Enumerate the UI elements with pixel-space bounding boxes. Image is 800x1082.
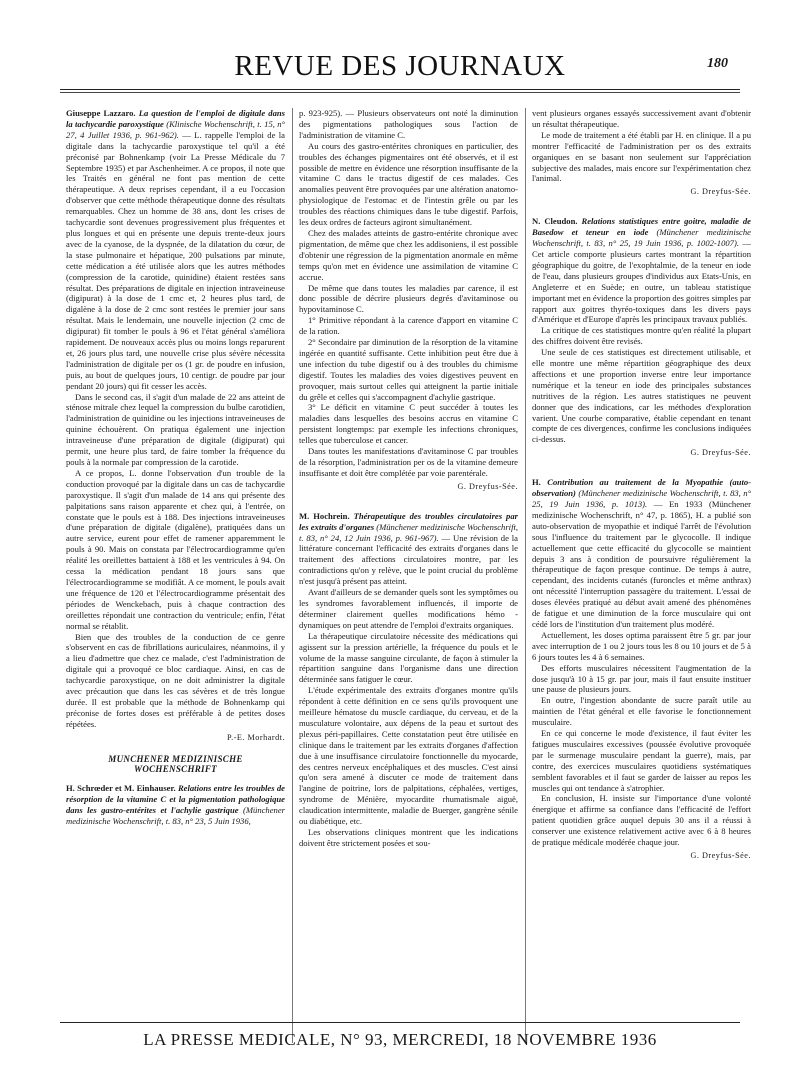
article-title: Contribution au traitement de la Myopathie (auto-observation): [532, 477, 751, 499]
paragraph: L'étude expérimentale des extraits d'organes montre qu'ils répondent à cette définition en ce sens qu'ils provoquent une meilleure hématose du muscle cardiaque, du cerveau, et de la musculature volontaire, aux dépens de la peau et surtout des plexus péri-papillaires. Cette constatation peut être utilisée en clinique dans le traitement par les extraits d'organes d'affection due à une insuffisance circulatoire fonctionnelle du myocarde, des centres nerveux encéphaliques et des muscles. C'est ainsi qu'on sera amené à discuter ce mode de traitement dans l'angine de poitrine, lors de palpitations, céphalées, vertiges, syndrome de Ménière, myocardite rhumatismale aiguë, claudication intermittente, maladie de Buerger, gangrène sénile ou diabétique, etc.: [299, 685, 518, 827]
section-heading: MUNCHENER MEDIZINISCHE WOCHENSCHRIFT: [108, 753, 243, 775]
signature: P.-E. Morhardt.: [227, 732, 285, 742]
article-author: H.: [532, 477, 541, 488]
paragraph: 1° Primitive répondant à la carence d'apport en vitamine C de la ration.: [299, 315, 518, 337]
paragraph: p. 923-925). — Plusieurs observateurs ont noté la diminution des pigmentations pathologiques sous l'action de l'administration de vitamine C.: [299, 108, 518, 140]
column-2: [292, 108, 518, 1043]
paragraph: La critique de ces statistiques montre qu'en réalité la plupart des chiffres doivent être revisés.: [532, 325, 751, 347]
article-source: (Münchener medizinische Wochenschrift, t. 83, n° 25, 19 Juin 1936, p. 1013).: [532, 488, 751, 509]
article-lazzaro-heading: [66, 108, 285, 392]
signature: G. Dreyfus-Sée.: [690, 448, 751, 458]
article-schroeder-heading: [66, 783, 285, 827]
article-author: Giuseppe Lazzaro.: [66, 108, 136, 118]
footer-text: LA PRESSE MEDICALE, N° 93, MERCREDI, 18 NOVEMBRE 1936: [143, 1030, 657, 1049]
article-author: M. Hochrein.: [299, 510, 350, 521]
paragraph: Avant d'ailleurs de se demander quels sont les symptômes ou les syndromes favorablement influencés, il importe de déterminer clairement quelles modifications hémo - dynamiques on peut attendre de l'emploi d'extraits organiques.: [299, 587, 518, 630]
column-3: [525, 108, 751, 1043]
paragraph: Des efforts musculaires nécessitent l'augmentation de la dose jusqu'à 10 à 15 gr. par jour, mais il faut ensuite instituer une pause de plusieurs jours.: [532, 662, 751, 695]
paragraph: — En 1933 (Münchener medizinische Wochenschrift, n° 47, p. 1865), H. a publié son auto-observation de myopathie et indiqué l'arrêt de l'évolution sous l'influence du traitement par le glycocolle. Il indique actuellement que cette efficacité du glycocolle se maintient depuis 3 ans à condition de poursuivre régulièrement la thérapeutique de façon presque continue. De temps à autre, cependant, des incidents cutanés (furoncles et même anthrax) ont nécessité l'interruption passagère du traitement. L'essai de doses élevées pratiqué au début avait amené des phénomènes de fatigue et une diminution de la force musculaire qui ont cédé lors de l'institution d'un traitement plus modéré.: [532, 499, 751, 629]
paragraph: — Une révision de la littérature concernant l'efficacité des extraits d'organes dans le traitement des affections circulatoires montre, par les contradictions qu'on y relève, que le point crucial du problème n'est jusqu'à présent pas atteint.: [299, 532, 518, 587]
paragraph: 2° Secondaire par diminution de la résorption de la vitamine ingérée en quantité suffisante. Cette inhibition peut être due à une infection du tube digestif ou à des troubles du chimisme digestif. Toutes les maladies des voies digestives peuvent en provoquer, mais surtout celles qui atteignent la partie initiale du grêle et celles qui s'accompagnent d'achylie gastrique.: [299, 337, 518, 402]
paragraph: Le mode de traitement a été établi par H. en clinique. Il a pu montrer l'efficacité de l'administration per os des extraits organiques en se basant non seulement sur l'appréciation subjective des malades, mais encore sur l'expérimentation chez l'animal.: [532, 129, 751, 184]
article-cleudon-heading: [532, 216, 751, 325]
paragraph: Dans toutes les manifestations d'avitaminose C par troubles de la résorption, l'administration per os de la vitamine demeure insuffisante et doit être complétée par voie parentérale.: [299, 446, 518, 478]
article-source: (Klinische Wochenschrift, t. 15, n° 27, 4 Juillet 1936, p. 961-962).: [66, 118, 285, 140]
paragraph: De même que dans toutes les maladies par carence, il est donc possible de décrire plusieurs degrés d'avitaminose ou hypovitaminose C.: [299, 282, 518, 315]
paragraph: 3° Le déficit en vitamine C peut succéder à toutes les maladies dans lesquelles des besoins accrus en vitamine C persistent longtemps: par exemple les infections chroniques, telles que tuberculose et cancer.: [299, 402, 518, 446]
paragraph: En outre, l'ingestion abondante de sucre paraît utile au maintien de l'état général et elle favorise le fonctionnement musculaire.: [532, 695, 751, 728]
header-rule-thin: [60, 92, 740, 93]
paragraph: Bien que des troubles de la conduction de ce genre s'observent en cas de fibrillations auriculaires, néanmoins, il y a lieu d'admettre que chez ce malade, c'est l'administration de digitale qui a provoqué ce bloc cardiaque. Ainsi, en cas de tachycardie paroxystique, on ne doit administrer la digitale avec précaution que dans les cas sévères et de très longue durée. Il est probable que la méthode de Bohnenkamp qui préconise de fortes doses est préférable à de petites doses répétées.: [66, 631, 285, 729]
journal-title: REVUE DES JOURNAUX: [234, 50, 566, 82]
signature: G. Dreyfus-Sée.: [457, 481, 518, 491]
paragraph: A ce propos, L. donne l'observation d'un trouble de la conduction provoqué par la digitale dans un cas de tachycardie paroxystique. Il s'agit d'un malade de 14 ans qui présente des palpitations sans raison apparente et chez qui, à l'entrée, on constate que le pouls est à 188. Des injections intraveineuses d'une préparation de digitale (digalène), pratiquées dans un autre service, eurent pour effet de ramener apparemment le pouls à 90. Mais on constata par l'électrocardiogramme qu'en réalité les oreillettes battaient à 188 et les ventricules à 94. On cessa la médication pendant 18 jours sans que l'électrocardiogramme se modifiât. A ce moment, le pouls avait une fréquence de 120 et l'électrocardiogramme présentait des périodes de Wenckebach, puis à chaque contraction des oreillettes répondait une contraction du ventricule; enfin, l'état normal se rétablit.: [66, 467, 285, 631]
paragraph: Actuellement, les doses optima paraissent être 5 gr. par jour avec interruption de 1 ou 2 jours tous les 8 ou 10 jours et de 5 à 6 jours toutes les 4 à 6 semaines.: [532, 629, 751, 662]
article-columns: [66, 108, 752, 1043]
paragraph: Au cours des gastro-entérites chroniques en particulier, des troubles des échanges pigmentaires ont été observés, et il est possible de mettre en évidence une résorption insuffisante de la vitamine C dans le tractus digestif de ces malades. Ces anomalies peuvent être provoquées par une altération anatomo-physiologique de l'estomac et de l'intestin grêle ou par les troubles des réactions chimiques dans le tube digestif. Parfois, les deux ordres de facteurs agiront simultanément.: [299, 140, 518, 228]
paragraph: Chez des malades atteints de gastro-entérite chronique avec pigmentation, de même que chez les addisoniens, il est possible d'obtenir une régression de la pigmentation anormale en même temps qu'on met en évidence une assimilation de vitamine C accrue.: [299, 227, 518, 282]
paragraph: Dans le second cas, il s'agit d'un malade de 22 ans atteint de sténose mitrale chez lequel la compression du bulbe carotidien, l'administration de quinidine ou les injections intraveineuses de quinine échouèrent. On pratiqua également une injection intraveineuse d'une préparation de digitale (digipurat) qui permit, une heure plus tard, de faire tomber la fréquence du pouls à la normale par compression de la carotide.: [66, 391, 285, 467]
signature: G. Dreyfus-Sée.: [690, 851, 751, 860]
paragraph: Les observations cliniques montrent que les indications doivent être strictement posées et sou-: [299, 827, 518, 848]
article-hochrein-heading: [299, 511, 518, 587]
article-title: Thérapeutique des troubles circulatoires par les extraits d'organes: [299, 510, 518, 532]
page-number: 180: [707, 56, 728, 71]
signature: G. Dreyfus-Sée.: [690, 187, 751, 197]
spacer: [299, 501, 518, 511]
footer-rule: [60, 1022, 740, 1023]
spacer: [532, 206, 751, 216]
paragraph: Une seule de ces statistiques est directement utilisable, et elle montre une même répartition géographique des deux affections et une proportion inverse entre leur importance numérique et la teneur en iode des principales substances nutritives de la région. Les autres statistiques ne peuvent donner que des indications, car les méthodes d'exploration varient. Une courbe comparative, établie cependant en tenant compte de ces divergences, confirme les conclusions indiquées ci-dessus.: [532, 347, 751, 445]
article-author: N. Cleudon.: [532, 216, 578, 227]
paragraph: En conclusion, H. insiste sur l'importance d'une volonté énergique et affirme sa confiance dans l'efficacité de l'effort patient quotidien grâce auquel depuis 30 ans il a réussi à conserver une existence relativement active avec 6 à 8 heures de pratique médicale modérée chaque jour.: [532, 793, 751, 848]
header-rule: [60, 89, 740, 90]
paragraph: vent plusieurs organes essayés successivement avant d'obtenir un résultat thérapeutique.: [532, 108, 751, 129]
article-author: H. Schrœder et M. Einhauser.: [66, 783, 176, 794]
spacer: [532, 467, 751, 477]
paragraph: — Cet article comporte plusieurs cartes montrant la répartition géographique du goitre, de l'exophtalmie, de la teneur en iode de l'eau, dans plusieurs groupes d'individus aux Etats-Unis, en Angleterre et en Suède; en outre, un tableau statistique important met en évidence la proportion des goitres simples par rapport aux goitres thyréo-toxiques dans les divers pays d'Amérique et d'Europe d'après les principaux travaux publiés.: [532, 238, 751, 325]
article-title: La question de l'emploi de digitale dans la tachycardie paroxystique: [66, 108, 285, 129]
paragraph: En ce qui concerne le mode d'existence, il faut éviter les fatigues musculaires excessives (poussée évolutive provoquée par le surmenage musculaire pendant la guerre), mais, par contre, des exercices musculaires quotidiens systématiques semblent favorables et il faut se garder de laisser au repos les muscles qui ont tendance à s'atrophier.: [532, 728, 751, 793]
article-source: (Münchener medizinische Wochenschrift, t. 83, n° 23, 5 Juin 1936,: [66, 805, 285, 827]
paragraph: — L. rappelle l'emploi de la digitale dans la tachycardie paroxystique tel qu'il a été préconisé par Bohnenkamp (voir La Presse Médicale du 7 Septembre 1935) et par Aschenheimer. A ce propos, il note que les Traités en général ne font pas mention de cette thérapeutique. A deux reprises cependant, il a eu l'occasion d'observer que cette méthode thérapeutique donne des résultats remarquables. Chez un homme de 38 ans, dont les crises de tachycardie sont devenues progressivement plus fréquentes et plus longues et qui en présente une depuis trente-deux jours avec de la cyanose, de la dyspnée, de la dilatation du cœur, de la stase pulmonaire et hépatique, 200 pulsations par minute, cette médication a été utilisée alors que les autres méthodes (compression de la carotide, quinidine) étaient restées sans résultat. Des préparations de digitale en injection intraveineuse (digipurat) à la dose de 1 cmc et, 2 heures plus tard, de digalène à la dose de 2 cmc sont restées le premier jour sans résultat. Mais le lendemain, une nouvelle injection (2 cmc de digipurat) fit tomber le pouls à 96 et l'état général s'améliora rapidement. De nouveaux accès plus ou moins longs reparurent et, 26 jours plus tard, une nouvelle crise plus sévère nécessita l'administration de digitale per os (1 gr. de poudre en infusion, puis, au bout de quelques jours, 10 centigr. de poudre par jour pendant 20 jours) qui fit cesser les accès.: [66, 129, 285, 391]
article-myopathie-heading: [532, 477, 751, 630]
article-title: Relations entre les troubles de résorption de la vitamine C et la pigmentation pathologique dans les gastro-entérites et l'achylie gastrique: [66, 783, 285, 816]
paragraph: La thérapeutique circulatoire nécessite des médications qui agissent sur la pression artérielle, la fréquence du pouls et le volume de la masse sanguine circulante, de façon à stimuler la répartition sanguine dans l'organisme dans une direction déterminée sans fatiguer le cœur.: [299, 630, 518, 685]
page-header: [60, 44, 740, 90]
article-source: (Münchener medizinische Wochenschrift, t. 83, n° 25, 19 Juin 1936, p. 1002-1007).: [532, 227, 751, 249]
article-title: Relations statistiques entre goitre, maladie de Basedow et teneur en iode: [532, 216, 751, 238]
page-footer: [60, 1022, 740, 1052]
article-source: (Münchener medizinische Wochenschrift, t. 83, n° 24, 12 Juin 1936, p. 961-967).: [299, 521, 518, 543]
column-1: [66, 108, 285, 1043]
